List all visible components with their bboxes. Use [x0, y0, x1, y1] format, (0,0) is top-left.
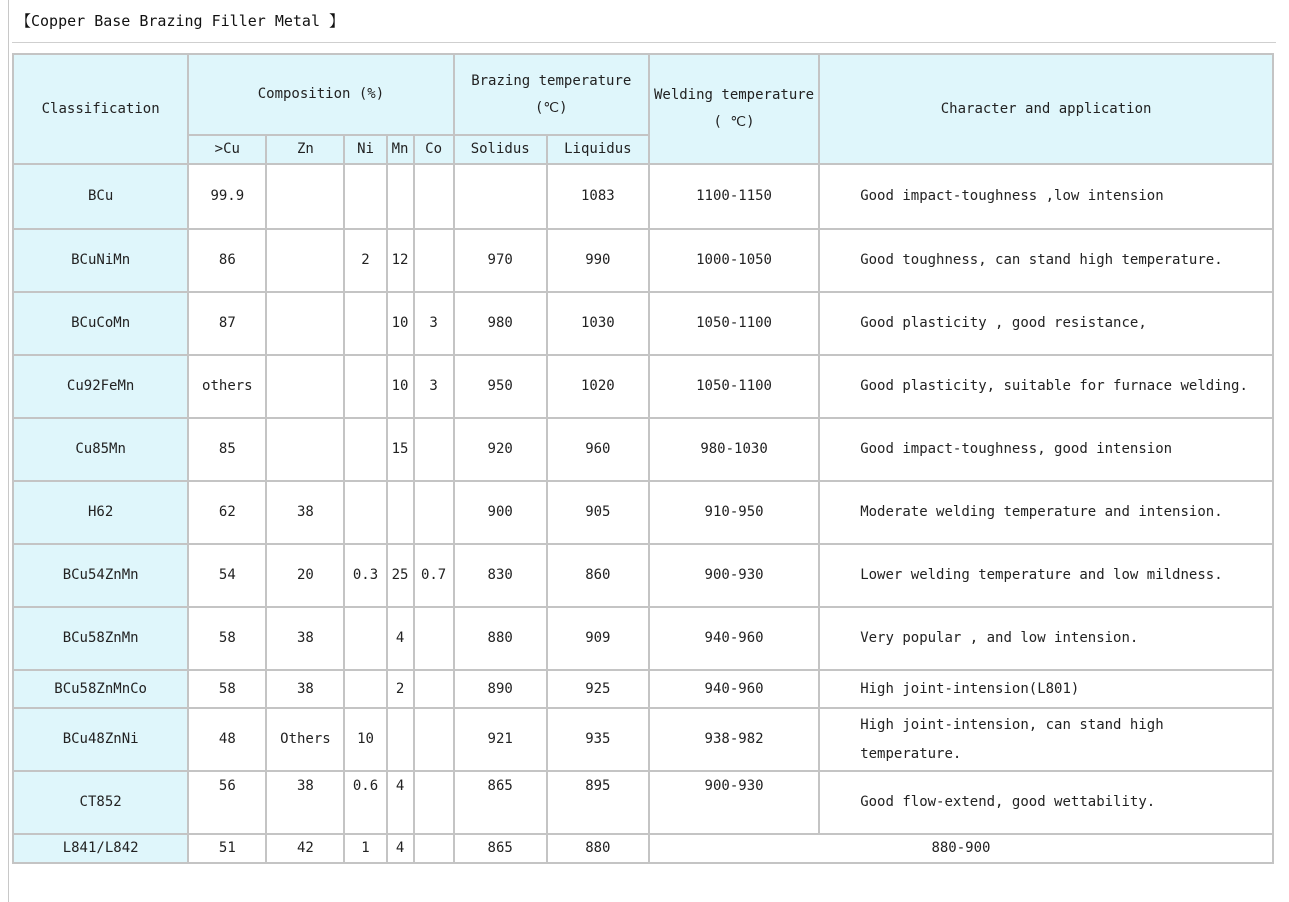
cell-mn: 4 — [388, 608, 413, 669]
header-ni: Ni — [345, 136, 385, 163]
cell-mn: 12 — [388, 230, 413, 291]
table-row — [14, 230, 1272, 291]
cell-character: High joint-intension, can stand high temperature. — [820, 709, 1272, 770]
page-title: 【Copper Base Brazing Filler Metal 】 — [16, 12, 345, 30]
cell-solidus: 920 — [455, 419, 546, 480]
cell-ni: 1 — [345, 835, 385, 862]
cell-cu: 62 — [189, 482, 265, 543]
cell-ni: 2 — [345, 230, 385, 291]
header-classification: Classification — [14, 55, 187, 163]
cell-ni — [345, 293, 385, 354]
cell-liquidus: 909 — [548, 608, 648, 669]
cell-co: 3 — [415, 293, 453, 354]
cell-welding-temperature: 1100-1150 — [650, 165, 818, 228]
cell-classification: CT852 — [14, 772, 187, 833]
cell-character: Very popular , and low intension. — [820, 608, 1272, 669]
cell-welding-temperature: 980-1030 — [650, 419, 818, 480]
table-row — [14, 608, 1272, 669]
cell-cu: 58 — [189, 608, 265, 669]
cell-zn — [267, 165, 343, 228]
header-co: Co — [415, 136, 453, 163]
cell-liquidus: 895 — [548, 772, 648, 833]
cell-zn — [267, 230, 343, 291]
table-row — [14, 545, 1272, 606]
cell-liquidus: 1083 — [548, 165, 648, 228]
cell-co — [415, 835, 453, 862]
cell-cu: 58 — [189, 671, 265, 707]
cell-cu: others — [189, 356, 265, 417]
cell-character: Good plasticity , good resistance, — [820, 293, 1272, 354]
cell-ni: 0.3 — [345, 545, 385, 606]
header-solidus: Solidus — [455, 136, 546, 163]
cell-zn: 38 — [267, 772, 343, 833]
cell-ni: 0.6 — [345, 772, 385, 833]
cell-character: High joint-intension(L801) — [820, 671, 1272, 707]
header-cu: >Cu — [189, 136, 265, 163]
cell-liquidus: 1030 — [548, 293, 648, 354]
cell-character: Good impact-toughness ,low intension — [820, 165, 1272, 228]
cell-cu: 86 — [189, 230, 265, 291]
cell-mn: 10 — [388, 356, 413, 417]
cell-zn — [267, 419, 343, 480]
cell-liquidus: 935 — [548, 709, 648, 770]
cell-cu: 51 — [189, 835, 265, 862]
cell-zn: 38 — [267, 671, 343, 707]
table-row — [14, 165, 1272, 228]
cell-classification: BCu58ZnMn — [14, 608, 187, 669]
cell-solidus: 830 — [455, 545, 546, 606]
cell-mn: 25 — [388, 545, 413, 606]
cell-co — [415, 230, 453, 291]
cell-mn — [388, 482, 413, 543]
cell-solidus: 970 — [455, 230, 546, 291]
cell-ni — [345, 165, 385, 228]
cell-co — [415, 709, 453, 770]
cell-ni — [345, 356, 385, 417]
table-row — [14, 293, 1272, 354]
cell-mn: 4 — [388, 772, 413, 833]
cell-cu: 54 — [189, 545, 265, 606]
cell-co — [415, 608, 453, 669]
cell-mn: 15 — [388, 419, 413, 480]
cell-cu: 87 — [189, 293, 265, 354]
cell-classification: H62 — [14, 482, 187, 543]
cell-zn: 20 — [267, 545, 343, 606]
cell-classification: Cu85Mn — [14, 419, 187, 480]
cell-welding-temperature: 900-930 — [650, 772, 818, 833]
header-zn: Zn — [267, 136, 343, 163]
cell-mn: 2 — [388, 671, 413, 707]
cell-mn — [388, 165, 413, 228]
cell-solidus: 865 — [455, 835, 546, 862]
cell-zn — [267, 356, 343, 417]
cell-co: 0.7 — [415, 545, 453, 606]
cell-cu: 56 — [189, 772, 265, 833]
header-composition: Composition (%) — [189, 55, 452, 134]
cell-liquidus: 990 — [548, 230, 648, 291]
cell-solidus: 921 — [455, 709, 546, 770]
cell-welding-temperature: 1050-1100 — [650, 293, 818, 354]
cell-character: Lower welding temperature and low mildness. — [820, 545, 1272, 606]
filler-metal-table — [12, 53, 1274, 864]
cell-welding-temperature: 910-950 — [650, 482, 818, 543]
cell-character: Moderate welding temperature and intension. — [820, 482, 1272, 543]
table-row — [14, 772, 1272, 833]
cell-zn: 38 — [267, 608, 343, 669]
cell-welding-temperature: 940-960 — [650, 608, 818, 669]
cell-liquidus: 1020 — [548, 356, 648, 417]
cell-liquidus: 860 — [548, 545, 648, 606]
header-welding-temperature: Welding temperature ( ℃) — [650, 55, 818, 163]
cell-classification: BCu48ZnNi — [14, 709, 187, 770]
cell-solidus: 980 — [455, 293, 546, 354]
cell-solidus: 950 — [455, 356, 546, 417]
cell-solidus: 890 — [455, 671, 546, 707]
cell-classification: BCuNiMn — [14, 230, 187, 291]
header-character-application: Character and application — [820, 55, 1272, 163]
cell-co — [415, 671, 453, 707]
cell-solidus: 865 — [455, 772, 546, 833]
cell-character: Good plasticity, suitable for furnace welding. — [820, 356, 1272, 417]
cell-classification: L841/L842 — [14, 835, 187, 862]
cell-co — [415, 772, 453, 833]
cell-character: Good flow-extend, good wettability. — [820, 772, 1272, 833]
cell-liquidus: 880 — [548, 835, 648, 862]
cell-mn: 10 — [388, 293, 413, 354]
cell-mn: 4 — [388, 835, 413, 862]
cell-ni — [345, 671, 385, 707]
table-row — [14, 419, 1272, 480]
header-liquidus: Liquidus — [548, 136, 648, 163]
cell-welding-temperature: 1050-1100 — [650, 356, 818, 417]
title-divider — [12, 42, 1276, 43]
header-brazing-temperature: Brazing temperature (℃) — [455, 55, 648, 134]
table-row — [14, 356, 1272, 417]
cell-classification: BCuCoMn — [14, 293, 187, 354]
cell-co — [415, 482, 453, 543]
cell-zn: 42 — [267, 835, 343, 862]
cell-welding-temperature: 900-930 — [650, 545, 818, 606]
cell-ni — [345, 482, 385, 543]
cell-ni: 10 — [345, 709, 385, 770]
cell-ni — [345, 608, 385, 669]
cell-welding-temperature: 880-900 — [650, 835, 1272, 862]
cell-cu: 99.9 — [189, 165, 265, 228]
cell-co — [415, 419, 453, 480]
header-row — [14, 55, 1272, 134]
cell-liquidus: 905 — [548, 482, 648, 543]
cell-zn — [267, 293, 343, 354]
table-row — [14, 482, 1272, 543]
cell-mn — [388, 709, 413, 770]
cell-cu: 85 — [189, 419, 265, 480]
cell-welding-temperature: 938-982 — [650, 709, 818, 770]
cell-liquidus: 925 — [548, 671, 648, 707]
cell-classification: BCu — [14, 165, 187, 228]
cell-solidus: 900 — [455, 482, 546, 543]
table-row — [14, 709, 1272, 770]
cell-classification: BCu58ZnMnCo — [14, 671, 187, 707]
cell-character: Good impact-toughness, good intension — [820, 419, 1272, 480]
cell-welding-temperature: 1000-1050 — [650, 230, 818, 291]
cell-character: Good toughness, can stand high temperature. — [820, 230, 1272, 291]
cell-ni — [345, 419, 385, 480]
cell-co — [415, 165, 453, 228]
cell-solidus: 880 — [455, 608, 546, 669]
cell-zn: 38 — [267, 482, 343, 543]
cell-classification: BCu54ZnMn — [14, 545, 187, 606]
cell-welding-temperature: 940-960 — [650, 671, 818, 707]
table-row — [14, 671, 1272, 707]
cell-co: 3 — [415, 356, 453, 417]
cell-cu: 48 — [189, 709, 265, 770]
page-left-border — [8, 0, 9, 902]
cell-zn: Others — [267, 709, 343, 770]
cell-solidus — [455, 165, 546, 228]
table-row — [14, 835, 1272, 862]
cell-classification: Cu92FeMn — [14, 356, 187, 417]
header-mn: Mn — [388, 136, 413, 163]
cell-liquidus: 960 — [548, 419, 648, 480]
